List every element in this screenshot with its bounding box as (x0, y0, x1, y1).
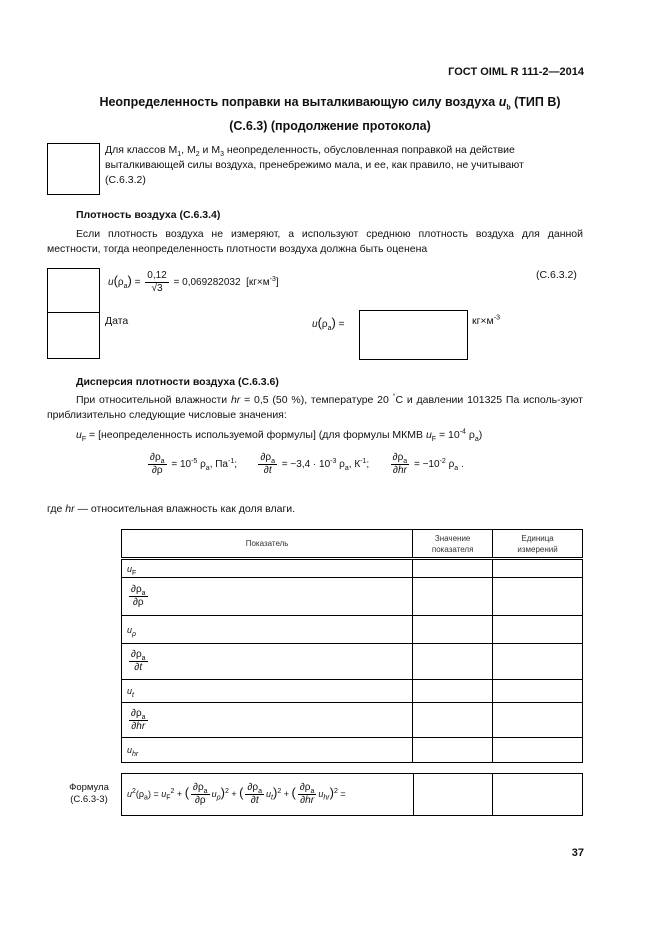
formula-ref: (C.6.3.2) (536, 269, 577, 281)
value-cell[interactable] (413, 680, 493, 703)
parameters-table (121, 529, 583, 763)
row-label: $u_t$ (122, 680, 413, 703)
class-checkbox[interactable] (47, 143, 100, 195)
unit-cell[interactable] (493, 559, 583, 578)
formula-value-cell[interactable] (413, 774, 493, 816)
table-row (122, 738, 583, 763)
date-checkbox[interactable] (47, 312, 100, 359)
where-text: где hr — относительная влажность как доля влаги. (47, 503, 296, 515)
col-header-unit: Единица измерений (493, 530, 583, 559)
unit-cell[interactable] (493, 703, 583, 738)
table-row (122, 680, 583, 703)
row-label: $u_{hr}$ (122, 738, 413, 763)
col-header-parameter: Показатель (122, 530, 413, 559)
unit-cell[interactable] (493, 616, 583, 644)
row-label: $u_F$ (122, 559, 413, 578)
formula-label: Формула (C.6.3-3) (69, 782, 109, 805)
unit-cell[interactable] (493, 680, 583, 703)
col-header-value: Значение показателя (413, 530, 493, 559)
value-cell[interactable] (413, 559, 493, 578)
row-label: $\frac{\partial\rho_a}{\partial t}$ (122, 644, 413, 680)
formula-unit-cell[interactable] (493, 774, 583, 816)
table-row (122, 644, 583, 680)
standard-header: ГОСТ OIML R 111-2—2014 (448, 66, 584, 78)
formula-table (121, 773, 583, 816)
table-row (122, 578, 583, 616)
date-label: Дата (105, 315, 129, 327)
dispersion-text: При относительной влажности hr = 0,5 (50 %), температуре 20 °С и давлении 101325 Па исполь-зуют приблизительно следующие числовые значения: (47, 393, 583, 421)
value-cell[interactable] (413, 616, 493, 644)
u-rho-label: $u(\rho_a)$ = (312, 315, 345, 332)
value-cell[interactable] (413, 738, 493, 763)
page-title: Неопределенность поправки на выталкивающую силу воздуха $u_b$ (ТИП В) (C.6.3) (продолжение протокола) (99, 95, 561, 133)
density-text: Если плотность воздуха не измеряют, а используют среднюю плотность воздуха для данной местности, тогда неопределенность плотности воздуха должна быть оценена (47, 228, 583, 255)
dispersion-heading: Дисперсия плотности воздуха (С.6.3.6) (76, 376, 279, 388)
formula-expression: $u^2(\rho_a) = u_F^2$ + ( $\frac{\partial\rho_a}{\partial\rho}$ $u_\rho)^2$ + ( $\frac{\partial\rho_a}{\partial t}$ $u_t)^2$ + ( $\frac{\partial\rho_a}{\partial hr}$ $u_{hr})^2$ = (122, 774, 414, 816)
table-row (122, 703, 583, 738)
density-formula: $u(\rho_a)$ = $\frac{0,12}{√3}$ = 0,069282032 $[кг\times м^{-3}]$ (108, 270, 279, 294)
page-number: 37 (571, 847, 584, 859)
row-label: $\frac{\partial\rho_a}{\partial\rho}$ (122, 578, 413, 616)
density-checkbox[interactable] (47, 268, 100, 313)
value-cell[interactable] (413, 703, 493, 738)
uf-definition: $u_F$ = [неопределенность используемой формулы] (для формулы МКМВ $u_F = 10^{-4}$ $\rho_a$) (76, 428, 483, 444)
value-cell[interactable] (413, 644, 493, 680)
table-row (122, 616, 583, 644)
intro-text: Для классов $M_1$, $M_2$ и $M_3$ неопределенность, обусловленная поправкой на действие выталкивающей силы воздуха, пренебрежимо мала, и ее, как правило, не учитывают (C.6.3.2) (105, 144, 524, 186)
value-cell[interactable] (413, 578, 493, 616)
u-rho-unit: $кг\times м^{-3}$ (472, 314, 501, 327)
unit-cell[interactable] (493, 738, 583, 763)
derivatives-line: $\frac{\partial\rho_a}{\partial\rho}$ = $10^{-5}$ $\rho_a$, $Па^{-1}$; $\frac{\partial\rho_a}{\partial t}$ = $-3,4 \cdot 10^{-3}$ $\rho_a$, $К^{-1}$; $\frac{\partial\rho_a}{\partial hr}$ = $-10^{-2}$ $\rho_a$ . (150, 452, 464, 476)
row-label: $u_\rho$ (122, 616, 413, 644)
row-label: $\frac{\partial\rho_a}{\partial hr}$ (122, 703, 413, 738)
table-row (122, 559, 583, 578)
density-heading: Плотность воздуха (С.6.3.4) (76, 209, 221, 221)
unit-cell[interactable] (493, 644, 583, 680)
u-rho-input[interactable] (359, 310, 468, 360)
unit-cell[interactable] (493, 578, 583, 616)
